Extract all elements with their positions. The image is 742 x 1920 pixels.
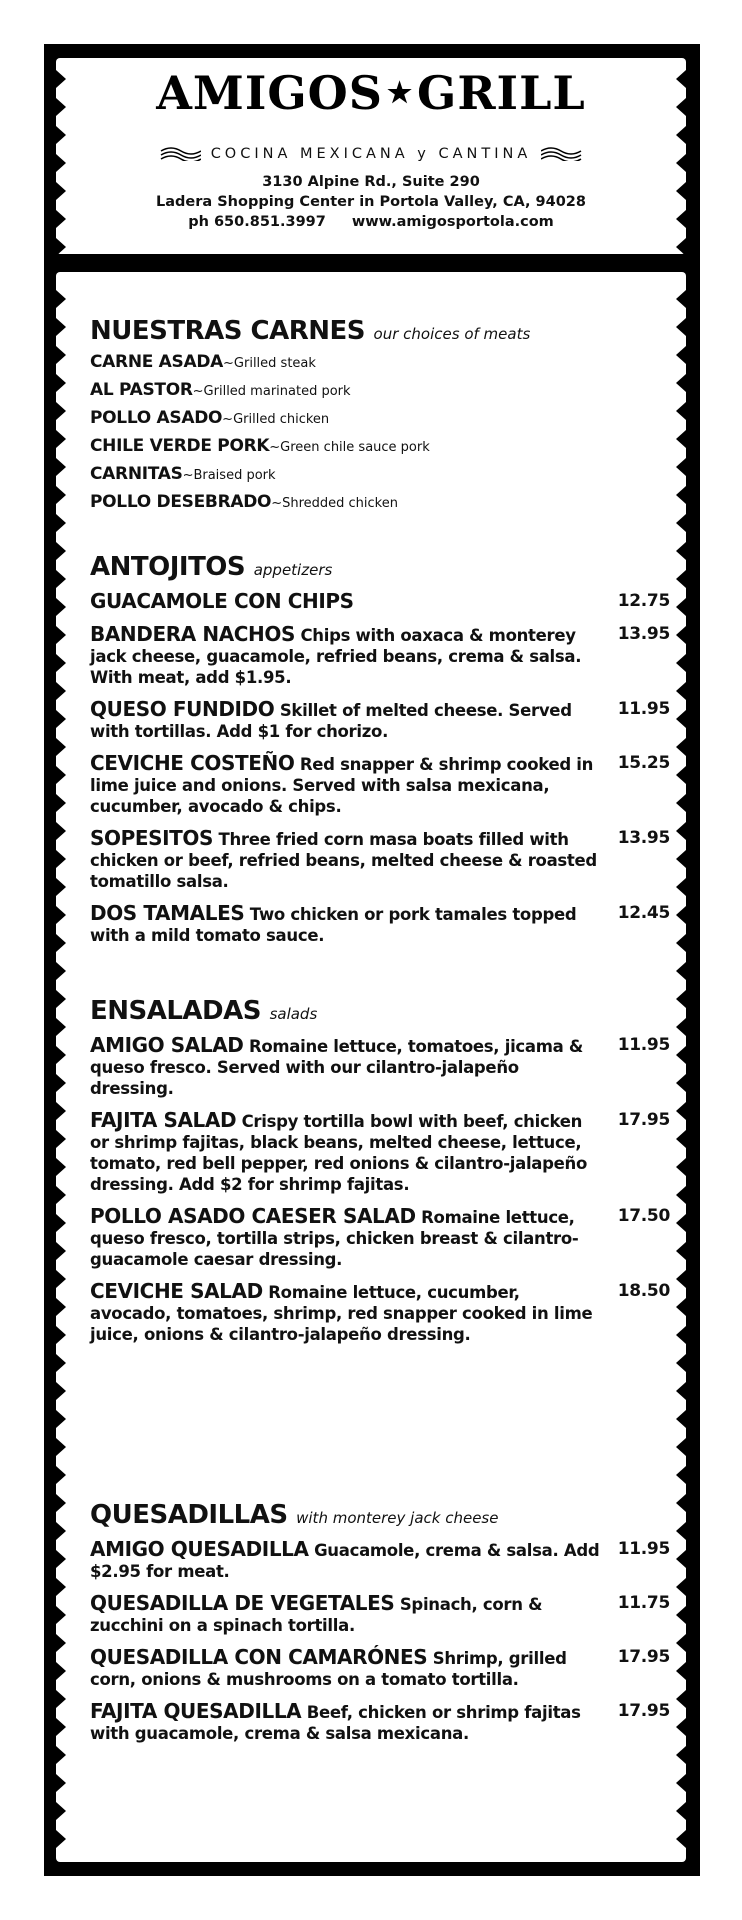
item-price: 17.95 (617, 1701, 670, 1721)
border-notch (56, 458, 66, 476)
border-notch (56, 318, 66, 336)
border-notch (56, 1214, 66, 1232)
border-notch (676, 710, 686, 728)
border-notch (676, 210, 686, 228)
border-notch (56, 1578, 66, 1596)
address-line-1: 3130 Alpine Rd., Suite 290 (262, 174, 480, 190)
border-notch (56, 1102, 66, 1120)
border-notch (676, 682, 686, 700)
border-notch (56, 710, 66, 728)
border-notch (56, 70, 66, 88)
section-ensaladas (90, 996, 670, 1345)
border-notch (56, 210, 66, 228)
border-notch (676, 238, 686, 256)
border-notch (56, 1690, 66, 1708)
border-notch (56, 990, 66, 1008)
border-notch (676, 1578, 686, 1596)
border-notch (56, 766, 66, 784)
border-notch (676, 850, 686, 868)
item-name: QUESO FUNDIDO (90, 697, 275, 721)
logo-left: AMIGOS (156, 66, 383, 120)
section-title-text: ANTOJITOS (90, 552, 246, 582)
section-title (90, 1500, 670, 1533)
item-name: GUACAMOLE CON CHIPS (90, 589, 354, 613)
border-notch (676, 514, 686, 532)
meat-name: CARNE ASADA (90, 352, 224, 372)
border-notch (56, 1606, 66, 1624)
meat-desc: ~Grilled chicken (222, 412, 330, 427)
border-notch (56, 934, 66, 952)
border-notch (56, 794, 66, 812)
border-notch (56, 486, 66, 504)
meat-name: CARNITAS (90, 464, 183, 484)
item-price: 17.95 (617, 1647, 670, 1667)
border-notch (676, 430, 686, 448)
border-notch (676, 1242, 686, 1260)
border-notch (56, 598, 66, 616)
item-name: SOPESITOS (90, 826, 214, 850)
border-notch (56, 1270, 66, 1288)
item-price: 13.95 (617, 828, 670, 848)
border-notch (676, 1634, 686, 1652)
meat-item (90, 349, 670, 377)
border-notch (56, 1074, 66, 1092)
address-line-2: Ladera Shopping Center in Portola Valley, CA, 94028 (156, 194, 586, 210)
border-notch (676, 1410, 686, 1428)
border-notch (56, 1046, 66, 1064)
menu-item (90, 1035, 670, 1099)
item-desc: Red snapper & shrimp cooked in lime juice and onions. Served with salsa mexicana, cucumber, avocado & chips. (90, 755, 594, 816)
meat-name: AL PASTOR (90, 380, 193, 400)
border-notch (676, 126, 686, 144)
section-title (90, 316, 670, 349)
border-notch (56, 154, 66, 172)
star-icon: ★ (386, 76, 414, 109)
border-notch (56, 1130, 66, 1148)
border-notch (676, 1046, 686, 1064)
border-notch (676, 1550, 686, 1568)
border-notch (676, 318, 686, 336)
item-price: 15.25 (617, 753, 670, 773)
border-notch (676, 1718, 686, 1736)
meat-item (90, 405, 670, 433)
border-notch (676, 1690, 686, 1708)
item-desc: Chips with oaxaca & monterey jack cheese, guacamole, refried beans, crema & salsa. With meat, add $1.95. (90, 626, 582, 687)
border-notch (676, 962, 686, 980)
border-notch (56, 1774, 66, 1792)
meat-item (90, 377, 670, 405)
border-notch (56, 1018, 66, 1036)
phone: ph 650.851.3997 (188, 214, 326, 230)
section-quesadillas (90, 1500, 670, 1744)
border-notch (676, 570, 686, 588)
item-desc: Crispy tortilla bowl with beef, chicken or shrimp fajitas, black beans, melted cheese, lettuce, tomato, red bell pepper, red onions & cilantro-jalapeño dressing. Add $2 for shrimp fajitas. (90, 1112, 588, 1194)
item-price: 12.75 (617, 591, 670, 611)
section-meats (90, 316, 670, 517)
meat-desc: ~Grilled steak (223, 356, 316, 371)
border-notch (56, 906, 66, 924)
border-notch (676, 1130, 686, 1148)
item-name: QUESADILLA DE VEGETALES (90, 1591, 395, 1615)
menu-item (90, 903, 670, 946)
border-notch (676, 1214, 686, 1232)
item-desc: Two chicken or pork tamales topped with a mild tomato sauce. (90, 905, 577, 945)
section-title-text: QUESADILLAS (90, 1500, 288, 1530)
section-antojitos (90, 552, 670, 946)
border-notch (56, 1298, 66, 1316)
meat-desc: ~Braised pork (182, 468, 276, 483)
border-notch (56, 1550, 66, 1568)
item-desc: Three fried corn masa boats filled with chicken or beef, refried beans, melted cheese & roasted tomatillo salsa. (90, 830, 597, 891)
border-notch (56, 98, 66, 116)
menu-item (90, 1281, 670, 1345)
border-notch (56, 850, 66, 868)
wave-ornament-icon (541, 147, 583, 161)
logo-right: GRILL (417, 66, 586, 120)
border-notch (56, 570, 66, 588)
border-notch (676, 822, 686, 840)
border-notch (676, 458, 686, 476)
menu-item (90, 1701, 670, 1744)
menu-item (90, 1206, 670, 1270)
item-price: 11.95 (617, 699, 670, 719)
border-notch (676, 990, 686, 1008)
border-notch (56, 1186, 66, 1204)
border-notch (676, 1270, 686, 1288)
border-notch (676, 98, 686, 116)
border-notch (56, 514, 66, 532)
border-notch (56, 1830, 66, 1848)
meat-name: POLLO DESEBRADO (90, 492, 272, 512)
item-name: POLLO ASADO CAESER SALAD (90, 1204, 416, 1228)
border-notch (676, 1354, 686, 1372)
item-desc: Skillet of melted cheese. Served with tortillas. Add $1 for chorizo. (90, 701, 572, 741)
border-notch (56, 1634, 66, 1652)
border-notch (56, 1438, 66, 1456)
meat-desc: ~Grilled marinated pork (192, 384, 351, 399)
restaurant-logo (56, 68, 686, 122)
border-notch (56, 822, 66, 840)
item-price: 17.50 (617, 1206, 670, 1226)
meat-name: CHILE VERDE PORK (90, 436, 270, 456)
menu-item (90, 1539, 670, 1582)
menu-item (90, 828, 670, 892)
border-notch (676, 70, 686, 88)
item-name: FAJITA SALAD (90, 1108, 237, 1132)
border-notch (676, 934, 686, 952)
section-title (90, 996, 670, 1029)
border-notch (56, 1466, 66, 1484)
item-price: 13.95 (617, 624, 670, 644)
meat-name: POLLO ASADO (90, 408, 223, 428)
border-notch (676, 1298, 686, 1316)
border-notch (56, 1718, 66, 1736)
border-notch (56, 1746, 66, 1764)
section-subtitle: appetizers (253, 561, 333, 579)
border-notch (56, 626, 66, 644)
border-notch (676, 1606, 686, 1624)
border-notch (676, 626, 686, 644)
border-notch (676, 1466, 686, 1484)
border-notch (676, 1522, 686, 1540)
border-notch (676, 878, 686, 896)
border-notch (56, 1802, 66, 1820)
border-notch (676, 1382, 686, 1400)
border-notch (676, 154, 686, 172)
meat-desc: ~Green chile sauce pork (269, 440, 430, 455)
border-notch (56, 1242, 66, 1260)
border-notch (676, 1158, 686, 1176)
border-notch (56, 878, 66, 896)
border-notch (676, 1662, 686, 1680)
border-notch (676, 542, 686, 560)
item-name: QUESADILLA CON CAMARÓNES (90, 1645, 428, 1669)
menu-item (90, 1593, 670, 1636)
menu-item (90, 753, 670, 817)
tagline: COCINA MEXICANA y CANTINA (210, 146, 532, 162)
section-subtitle: salads (269, 1005, 318, 1023)
item-name: DOS TAMALES (90, 901, 245, 925)
border-notch (56, 374, 66, 392)
border-notch (56, 182, 66, 200)
border-notch (676, 738, 686, 756)
item-price: 11.95 (617, 1035, 670, 1055)
border-notch (676, 1746, 686, 1764)
item-name: BANDERA NACHOS (90, 622, 296, 646)
border-notch (56, 1326, 66, 1344)
border-notch (56, 1158, 66, 1176)
item-price: 12.45 (617, 903, 670, 923)
item-desc: Shrimp, grilled corn, onions & mushrooms on a tomato tortilla. (90, 1649, 567, 1689)
border-notch (676, 1018, 686, 1036)
menu-header (56, 58, 686, 254)
item-desc: Spinach, corn & zucchini on a spinach tortilla. (90, 1595, 543, 1635)
border-notch (676, 766, 686, 784)
section-title-text: NUESTRAS CARNES (90, 316, 365, 346)
border-notch (56, 1354, 66, 1372)
border-notch (676, 486, 686, 504)
meat-item (90, 433, 670, 461)
menu-body (56, 272, 686, 1862)
border-notch (676, 1802, 686, 1820)
menu-item (90, 1110, 670, 1195)
item-name: CEVICHE COSTEÑO (90, 751, 295, 775)
meat-item (90, 489, 670, 517)
item-desc: Beef, chicken or shrimp fajitas with guacamole, crema & salsa mexicana. (90, 1703, 581, 1743)
contact-line (56, 212, 686, 232)
item-name: AMIGO QUESADILLA (90, 1537, 309, 1561)
border-notch (56, 1382, 66, 1400)
item-desc: Romaine lettuce, cucumber, avocado, tomatoes, shrimp, red snapper cooked in lime juice, onions & cilantro-jalapeño dressing. (90, 1283, 593, 1344)
menu-item (90, 624, 670, 688)
section-title (90, 552, 670, 585)
border-notch (676, 182, 686, 200)
menu-item (90, 1647, 670, 1690)
item-name: FAJITA QUESADILLA (90, 1699, 302, 1723)
border-notch (676, 598, 686, 616)
border-notch (56, 1410, 66, 1428)
border-notch (56, 1662, 66, 1680)
border-notch (676, 1774, 686, 1792)
border-notch (676, 1494, 686, 1512)
wave-ornament-icon (159, 147, 201, 161)
border-notch (56, 238, 66, 256)
section-subtitle: with monterey jack cheese (296, 1509, 499, 1527)
border-notch (676, 1186, 686, 1204)
menu-item (90, 699, 670, 742)
meat-desc: ~Shredded chicken (271, 496, 398, 511)
border-notch (56, 1522, 66, 1540)
item-price: 18.50 (617, 1281, 670, 1301)
border-notch (56, 126, 66, 144)
item-name: CEVICHE SALAD (90, 1279, 263, 1303)
border-notch (676, 794, 686, 812)
border-notch (676, 402, 686, 420)
section-title-text: ENSALADAS (90, 996, 261, 1026)
border-notch (56, 290, 66, 308)
item-desc: Romaine lettuce, tomatoes, jicama & queso fresco. Served with our cilantro-jalapeño dressing. (90, 1037, 584, 1098)
border-notch (676, 290, 686, 308)
item-price: 11.75 (617, 1593, 670, 1613)
border-notch (676, 1830, 686, 1848)
meat-item (90, 461, 670, 489)
item-desc: Romaine lettuce, queso fresco, tortilla strips, chicken breast & cilantro-guacamole caesar dressing. (90, 1208, 579, 1269)
border-notch (676, 906, 686, 924)
border-notch (676, 1074, 686, 1092)
border-notch (56, 402, 66, 420)
border-notch (56, 430, 66, 448)
item-name: AMIGO SALAD (90, 1033, 244, 1057)
border-notch (676, 374, 686, 392)
section-subtitle: our choices of meats (373, 325, 531, 343)
website-link[interactable]: www.amigosportola.com (351, 214, 554, 230)
border-notch (676, 654, 686, 672)
border-notch (56, 962, 66, 980)
border-notch (56, 1494, 66, 1512)
border-notch (56, 542, 66, 560)
item-price: 17.95 (617, 1110, 670, 1130)
border-notch (56, 682, 66, 700)
menu-item (90, 591, 670, 613)
border-notch (676, 1326, 686, 1344)
border-notch (676, 1102, 686, 1120)
item-price: 11.95 (617, 1539, 670, 1559)
border-notch (56, 738, 66, 756)
border-notch (56, 346, 66, 364)
border-notch (676, 1438, 686, 1456)
item-desc: Guacamole, crema & salsa. Add $2.95 for meat. (90, 1541, 600, 1581)
border-notch (676, 346, 686, 364)
border-notch (56, 654, 66, 672)
tagline-row (56, 146, 686, 162)
